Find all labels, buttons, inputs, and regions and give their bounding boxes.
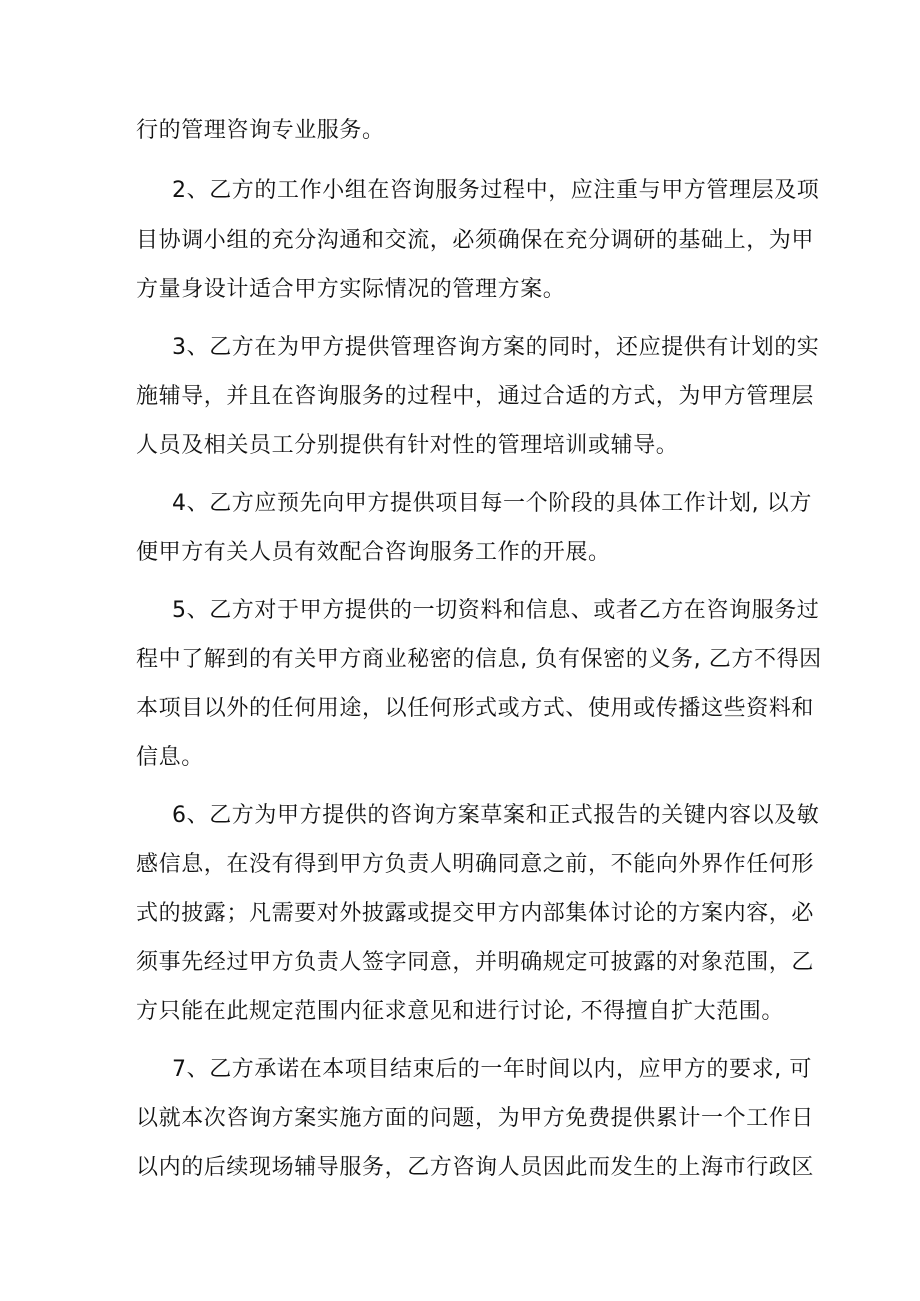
paragraph-4-line-2: 便甲方有关人员有效配合咨询服务工作的开展。	[136, 540, 611, 565]
paragraph-5-line-3: 本项目以外的任何用途，以任何形式或方式、使用或传播这些资料和	[136, 696, 815, 721]
paragraph-6-line-5: 方只能在此规定范围内征求意见和进行讨论, 不得擅自扩大范围。	[136, 999, 784, 1024]
paragraph-2-line-3: 方量身设计适合甲方实际情况的管理方案。	[136, 277, 566, 302]
paragraph-3-line-3: 人员及相关员工分别提供有针对性的管理培训或辅导。	[136, 433, 679, 458]
paragraph-1-line-1: 行的管理咨询专业服务。	[136, 118, 385, 143]
paragraph-5-line-1: 5、乙方对于甲方提供的一切资料和信息、或者乙方在咨询服务过	[172, 598, 820, 623]
paragraph-6-line-2: 感信息，在没有得到甲方负责人明确同意之前，不能向外界作任何形	[136, 852, 815, 877]
paragraph-7-line-3: 以内的后续现场辅导服务，乙方咨询人员因此而发生的上海市行政区	[136, 1155, 815, 1180]
paragraph-7-line-1: 7、乙方承诺在本项目结束后的一年时间以内，应甲方的要求, 可	[172, 1057, 812, 1082]
paragraph-2-line-1: 2、乙方的工作小组在咨询服务过程中，应注重与甲方管理层及项	[172, 178, 820, 203]
paragraph-5-line-4: 信息。	[136, 745, 204, 770]
paragraph-3-line-1: 3、乙方在为甲方提供管理咨询方案的同时，还应提供有计划的实	[172, 335, 820, 360]
paragraph-3-line-2: 施辅导，并且在咨询服务的过程中，通过合适的方式，为甲方管理层	[136, 384, 815, 409]
paragraph-4-line-1: 4、乙方应预先向甲方提供项目每一个阶段的具体工作计划, 以方	[172, 491, 812, 516]
paragraph-6-line-4: 须事先经过甲方负责人签字同意，并明确规定可披露的对象范围，乙	[136, 950, 815, 975]
paragraph-7-line-2: 以就本次咨询方案实施方面的问题，为甲方免费提供累计一个工作日	[136, 1106, 815, 1131]
paragraph-2-line-2: 目协调小组的充分沟通和交流，必须确保在充分调研的基础上，为甲	[136, 228, 815, 253]
paragraph-6-line-3: 式的披露；凡需要对外披露或提交甲方内部集体讨论的方案内容，必	[136, 901, 815, 926]
paragraph-5-line-2: 程中了解到的有关甲方商业秘密的信息, 负有保密的义务, 乙方不得因	[136, 647, 822, 672]
paragraph-6-line-1: 6、乙方为甲方提供的咨询方案草案和正式报告的关键内容以及敏	[172, 803, 820, 828]
